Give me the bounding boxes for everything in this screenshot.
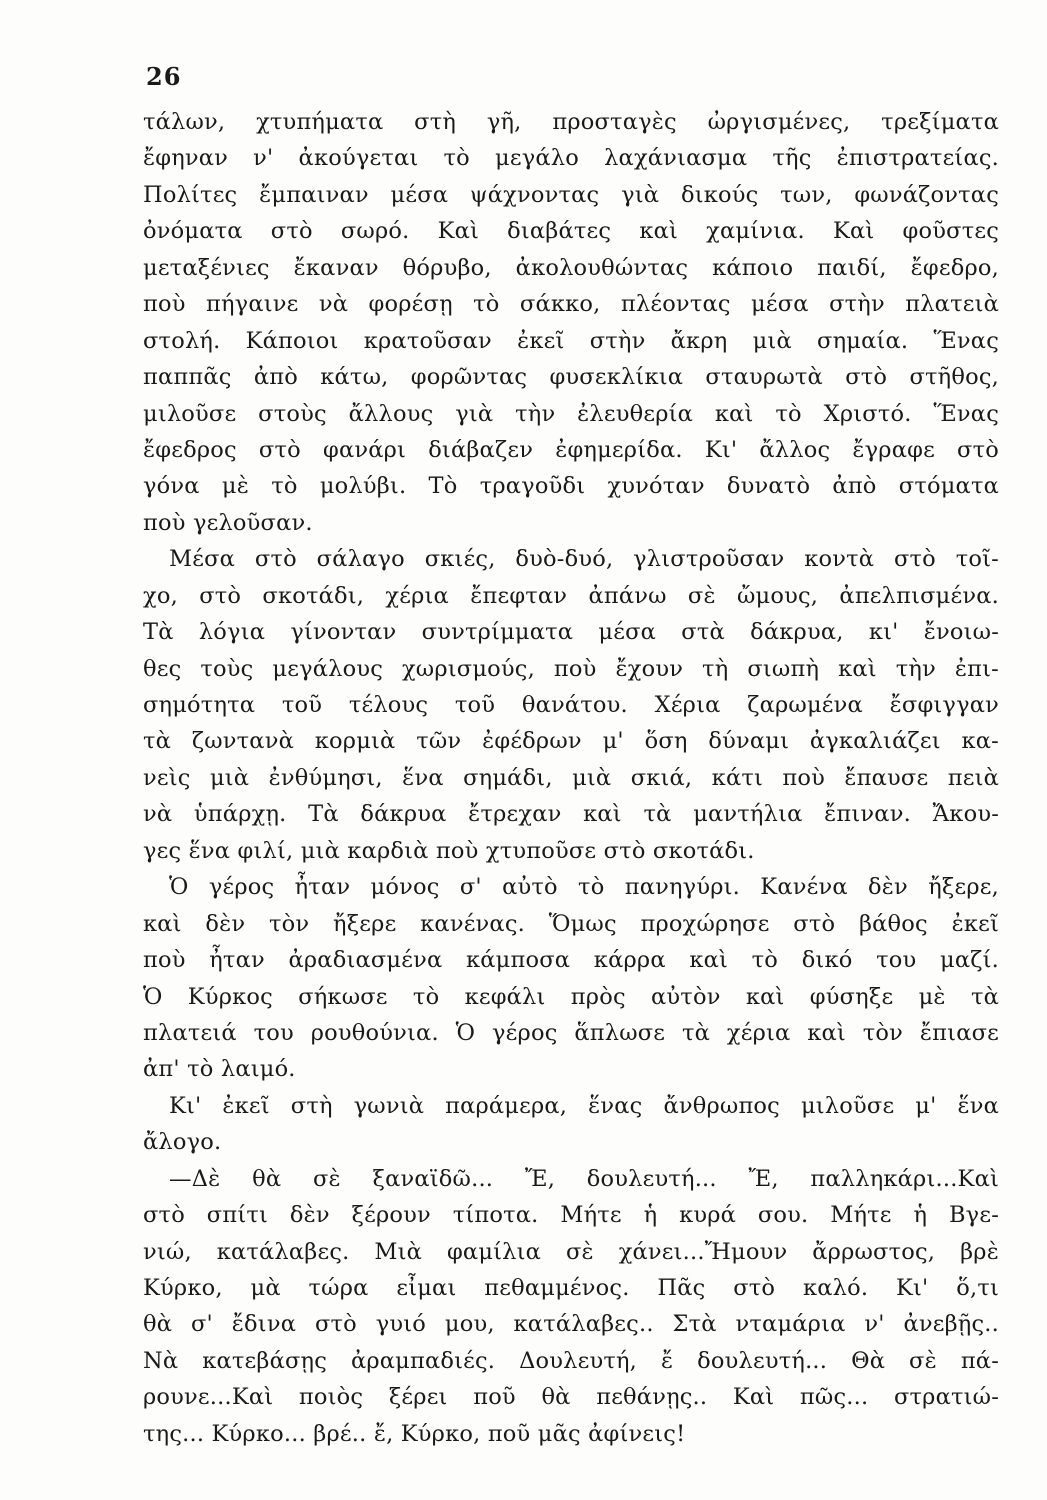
- text-line: τὰ ζωντανὰ κορμιὰ τῶν ἐφέδρων μ' ὅση δύναμι ἀγκαλιάζει κα-: [143, 728, 999, 755]
- text-line: ποὺ πήγαινε νὰ φορέσῃ τὸ σάκκο, πλέοντας μέσα στὴν πλατειὰ: [143, 291, 999, 318]
- text-line: Νὰ κατεβάσῃς ἀραμπαδιές. Δουλευτή, ἔ δουλευτή... Θὰ σὲ πά-: [143, 1347, 999, 1374]
- text-line: μεταξένιες ἔκαναν θόρυβο, ἀκολουθώντας κάποιο παιδί, ἔφεδρο,: [143, 254, 999, 281]
- page-number: 26: [146, 62, 182, 91]
- text-line: Κι' ἐκεῖ στὴ γωνιὰ παράμερα, ἕνας ἄνθρωπος μιλοῦσε μ' ἕνα: [169, 1092, 999, 1119]
- text-line: στὸ σπίτι δὲν ξέρουν τίποτα. Μήτε ἡ κυρά σου. Μήτε ἡ Βγε-: [143, 1202, 999, 1229]
- text-line: τάλων, χτυπήματα στὴ γῆ, προσταγὲς ὠργισμένες, τρεξίματα: [143, 109, 999, 135]
- text-line: νιώ, κατάλαβες. Μιὰ φαμίλια σὲ χάνει...Ἤμουν ἄρρωστος, βρὲ: [143, 1238, 999, 1265]
- text-line: καὶ δὲν τὸν ἤξερε κανένας. Ὅμως προχώρησε στὸ βάθος ἐκεῖ: [143, 910, 999, 937]
- text-line: Μέσα στὸ σάλαγο σκιές, δυὸ-δυό, γλιστροῦσαν κοντὰ στὸ τοῖ-: [169, 546, 999, 573]
- text-line: νεὶς μιὰ ἐνθύμησι, ἕνα σημάδι, μιὰ σκιά, κάτι ποὺ ἔπαυσε πειὰ: [143, 764, 999, 791]
- text-line: γες ἕνα φιλί, μιὰ καρδιὰ ποὺ χτυποῦσε στὸ σκοτάδι.: [143, 837, 755, 864]
- text-line: της... Κύρκο... βρέ.. ἔ, Κύρκο, ποῦ μᾶς ἀφίνεις!: [143, 1420, 686, 1447]
- text-line: ἄλογο.: [143, 1129, 222, 1156]
- text-line: Ὁ γέρος ἦταν μόνος σ' αὐτὸ τὸ πανηγύρι. Κανένα δὲν ἤξερε,: [169, 874, 999, 901]
- text-line: στολή. Κάποιοι κρατοῦσαν ἐκεῖ στὴν ἄκρη μιὰ σημαία. Ἕνας: [143, 327, 999, 354]
- text-line: θὰ σ' ἔδινα στὸ γυιό μου, κατάλαβες.. Στὰ νταμάρια ν' ἀνεβῇς..: [143, 1311, 999, 1338]
- text-line: παππᾶς ἀπὸ κάτω, φορῶντας φυσεκλίκια σταυρωτὰ στὸ στῆθος,: [143, 364, 999, 391]
- body-text: [143, 104, 999, 1452]
- text-line: γόνα μὲ τὸ μολύβι. Τὸ τραγοῦδι χυνόταν δυνατὸ ἀπὸ στόματα: [143, 473, 999, 500]
- text-line: ρουνε...Καὶ ποιὸς ξέρει ποῦ θὰ πεθάνῃς.. Καὶ πῶς... στρατιώ-: [143, 1384, 999, 1411]
- text-line: Πολίτες ἔμπαιναν μέσα ψάχνοντας γιὰ δικούς των, φωνάζοντας: [143, 181, 999, 208]
- text-line: ὀνόματα στὸ σωρό. Καὶ διαβάτες καὶ χαμίνια. Καὶ φοῦστες: [143, 218, 999, 245]
- text-line: πλατειά του ρουθούνια. Ὁ γέρος ἅπλωσε τὰ χέρια καὶ τὸν ἔπιασε: [143, 1019, 999, 1046]
- text-line: νὰ ὑπάρχῃ. Τὰ δάκρυα ἔτρεχαν καὶ τὰ μαντήλια ἔπιναν. Ἄκου-: [143, 801, 999, 828]
- text-line: Κύρκο, μὰ τώρα εἶμαι πεθαμμένος. Πᾶς στὸ καλό. Κι' ὅ,τι: [143, 1275, 999, 1301]
- text-line: ποὺ γελοῦσαν.: [143, 509, 313, 536]
- text-line: —Δὲ θὰ σὲ ξαναϊδῶ... Ἔ, δουλευτή... Ἔ, παλληκάρι...Καὶ: [169, 1165, 999, 1192]
- text-line: χο, στὸ σκοτάδι, χέρια ἔπεφταν ἀπάνω σὲ ὤμους, ἀπελπισμένα.: [143, 582, 999, 609]
- text-line: ἀπ' τὸ λαιμό.: [143, 1056, 296, 1083]
- text-line: ἔφεδρος στὸ φανάρι διάβαζεν ἐφημερίδα. Κι' ἄλλος ἔγραφε στὸ: [143, 436, 999, 463]
- text-line: σημότητα τοῦ τέλους τοῦ θανάτου. Χέρια ζαρωμένα ἔσφιγγαν: [143, 692, 999, 718]
- text-line: θες τοὺς μεγάλους χωρισμούς, ποὺ ἔχουν τὴ σιωπὴ καὶ τὴν ἐπι-: [143, 655, 999, 682]
- text-line: Τὰ λόγια γίνονταν συντρίμματα μέσα στὰ δάκρυα, κι' ἔνοιω-: [143, 619, 999, 646]
- text-line: ποὺ ἦταν ἀραδιασμένα κάμποσα κάρρα καὶ τὸ δικό του μαζί.: [143, 947, 999, 974]
- text-line: Ὁ Κύρκος σήκωσε τὸ κεφάλι πρὸς αὐτὸν καὶ φύσηξε μὲ τὰ: [143, 983, 999, 1010]
- text-line: μιλοῦσε στοὺς ἄλλους γιὰ τὴν ἐλευθερία καὶ τὸ Χριστό. Ἕνας: [143, 400, 999, 427]
- text-line: ἔφηναν ν' ἀκούγεται τὸ μεγάλο λαχάνιασμα τῆς ἐπιστρατείας.: [143, 145, 999, 172]
